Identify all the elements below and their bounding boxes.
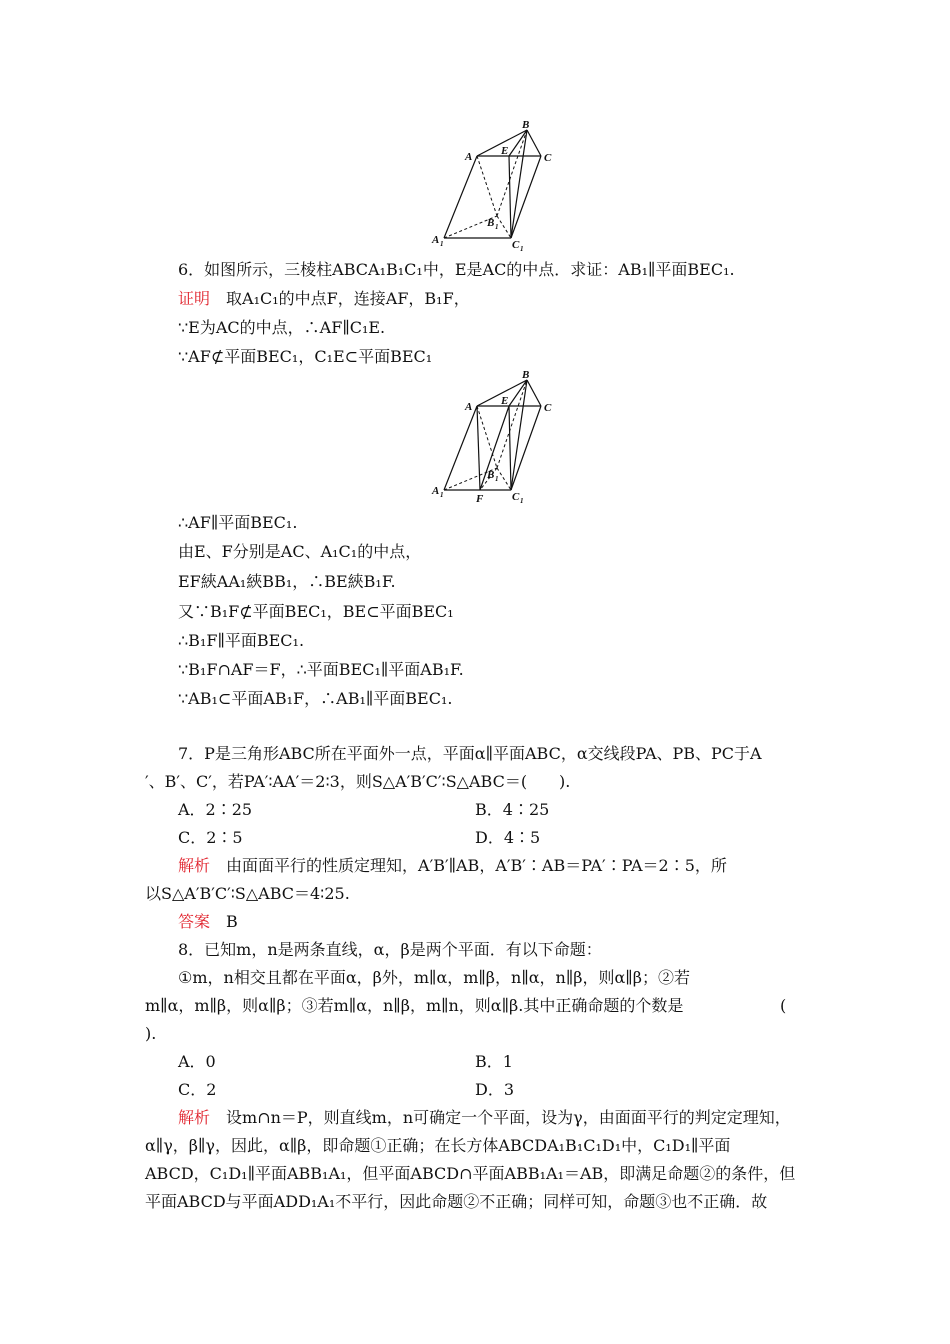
q6-proof-line-1 [178, 288, 470, 310]
edge-AA1 [444, 406, 477, 490]
q6-proof-line-9: ∵B₁F∩AF＝F，∴平面BEC₁∥平面AB₁F. [178, 660, 464, 679]
q6-proof-line-3: ∵AF⊄平面BEC₁，C₁E⊂平面BEC₁ [178, 347, 433, 366]
answer-label: 答案 [178, 912, 211, 931]
prism-figure-2 [425, 368, 565, 508]
analysis-label: 解析 [178, 856, 211, 875]
label-A1: A [432, 485, 440, 497]
label-E: E [501, 145, 509, 157]
prism-figure-1 [425, 118, 565, 254]
q7-option-c: C．2∶5 [178, 828, 243, 847]
q8-option-c: C．2 [178, 1080, 217, 1099]
q8-analysis-line-3: ABCD，C₁D₁∥平面ABB₁A₁，但平面ABCD∩平面ABB₁A₁＝AB，即满足命题②的条件，但 [145, 1164, 796, 1183]
proof-text: 取A₁C₁的中点F，连接AF，B₁F， [226, 289, 470, 308]
label-E: E [501, 395, 509, 407]
edge-BC1 [511, 130, 527, 238]
label-C1-sub: 1 [520, 497, 524, 505]
analysis-text: 设m∩n＝P，则直线m，n可确定一个平面，设为γ，由面面平行的判定定理知， [226, 1108, 791, 1127]
label-C1-sub: 1 [520, 245, 524, 253]
q8-question-line-4: ). [145, 1024, 157, 1043]
q7-question-line-2: ′、B′、C′，若PA′∶AA′＝2∶3，则S△A′B′C′∶S△ABC＝( ). [145, 772, 571, 791]
label-A: A [465, 151, 473, 163]
answer-value: B [226, 912, 238, 931]
label-A: A [465, 401, 473, 413]
edge-EC1 [509, 406, 511, 490]
label-A1: A [432, 234, 440, 246]
analysis-label: 解析 [178, 1108, 211, 1127]
label-B1-sub: 1 [495, 223, 499, 231]
q6-proof-line-10: ∵AB₁⊂平面AB₁F，∴AB₁∥平面BEC₁. [178, 689, 453, 708]
label-F: F [476, 493, 484, 505]
q6-proof-line-6: EF綊AA₁綊BB₁，∴BE綊B₁F. [178, 572, 396, 591]
q8-question-line-3: m∥α，m∥β，则α∥β；③若m∥α，n∥β，m∥n，则α∥β.其中正确命题的个数是 [145, 996, 684, 1015]
q7-option-a: A．2∶25 [178, 800, 253, 819]
q6-proof-line-4: ∴AF∥平面BEC₁. [178, 513, 298, 532]
label-C1: C [512, 239, 520, 251]
label-B1: B [487, 217, 495, 229]
q6-proof-line-8: ∴B₁F∥平面BEC₁. [178, 631, 305, 650]
q7-answer [178, 911, 238, 933]
edge-AB1 [477, 156, 497, 216]
label-B1-sub: 1 [495, 475, 499, 483]
q8-question-line-1: 8．已知m，n是两条直线，α，β是两个平面．有以下命题： [178, 940, 602, 959]
label-B: B [522, 369, 530, 381]
label-B1: B [487, 469, 495, 481]
q8-option-a: A．0 [178, 1052, 216, 1071]
q7-option-d: D．4∶5 [475, 828, 541, 847]
label-A1-sub: 1 [440, 491, 444, 499]
edge-CC1 [511, 156, 541, 238]
label-C1: C [512, 491, 520, 503]
label-C: C [544, 402, 552, 414]
edge-B1C1 [497, 216, 511, 238]
q8-question-paren: ( [780, 996, 787, 1015]
edge-BC1 [511, 380, 527, 490]
q6-proof-line-5: 由E、F分别是AC、A₁C₁的中点， [178, 542, 422, 561]
label-B: B [522, 119, 530, 131]
q8-question-line-2: ①m，n相交且都在平面α，β外，m∥α，m∥β，n∥α，n∥β，则α∥β；②若 [178, 968, 690, 987]
proof-label: 证明 [178, 289, 211, 308]
q8-analysis-line-1 [178, 1107, 791, 1129]
edge-BC [527, 380, 541, 406]
edge-EC1 [509, 156, 511, 238]
q8-option-b: B．1 [475, 1052, 513, 1071]
q7-analysis-line-2: 以S△A′B′C′∶S△ABC＝4∶25. [145, 884, 350, 903]
label-C: C [544, 152, 552, 164]
q6-proof-line-2: ∵E为AC的中点，∴AF∥C₁E. [178, 318, 386, 337]
edge-B1C1 [497, 468, 511, 490]
q8-option-d: D．3 [475, 1080, 515, 1099]
q7-analysis-line-1 [178, 855, 727, 877]
q7-question-line-1: 7．P是三角形ABC所在平面外一点，平面α∥平面ABC，α交线段PA、PB、PC于A [178, 744, 762, 763]
label-A1-sub: 1 [440, 240, 444, 248]
q8-analysis-line-2: α∥γ，β∥γ，因此，α∥β，即命题①正确；在长方体ABCDA₁B₁C₁D₁中，C₁D₁∥平面 [145, 1136, 731, 1155]
edge-AA1 [444, 156, 477, 238]
q7-option-b: B．4∶25 [475, 800, 550, 819]
edge-AF [477, 406, 480, 490]
analysis-text: 由面面平行的性质定理知，A′B′∥AB，A′B′∶AB＝PA′∶PA＝2∶5，所 [226, 856, 727, 875]
q8-analysis-line-4: 平面ABCD与平面ADD₁A₁不平行，因此命题②不正确；同样可知，命题③也不正确．故 [145, 1192, 768, 1211]
q6-question: 6．如图所示，三棱柱ABCA₁B₁C₁中，E是AC的中点．求证：AB₁∥平面BEC₁. [178, 260, 735, 279]
edge-CC1 [511, 406, 541, 490]
edge-BC [527, 130, 541, 156]
edge-AB1 [477, 406, 497, 468]
q6-proof-line-7: 又∵B₁F⊄平面BEC₁，BE⊂平面BEC₁ [178, 602, 454, 621]
